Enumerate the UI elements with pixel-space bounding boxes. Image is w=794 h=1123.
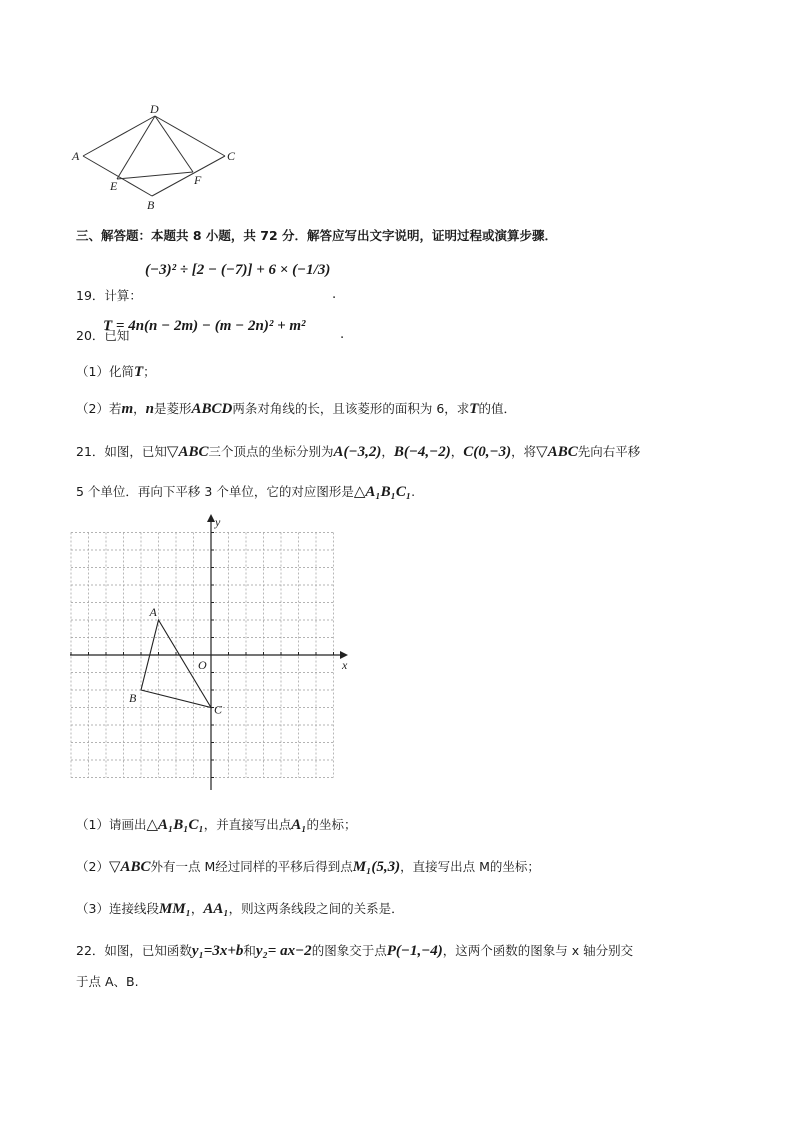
q21-part3-b: ，则这两条线段之间的关系是．: [228, 901, 404, 916]
q20-part2-d: 的值．: [478, 401, 516, 416]
q20-part2: [76, 399, 516, 418]
q21-part2: [76, 857, 540, 876]
q22-P: P(−1,−4): [386, 943, 443, 959]
q21-point-C: C(0,−3): [463, 444, 512, 460]
q22-line2: 于点 A、B.: [76, 974, 139, 989]
q21-part1-tri: △A₁B₁C₁: [146, 817, 204, 833]
q21-part2-M1: M₁(5,3): [352, 859, 401, 875]
q20-part2-m: m: [121, 401, 134, 417]
q21-line2-end: .: [411, 484, 416, 499]
q21-point-B: B(−4,−2): [393, 444, 451, 460]
q21-part3: [76, 899, 404, 918]
q22-and: 和: [243, 943, 256, 958]
q21-part2-tri: ▽ABC: [108, 859, 151, 875]
q22-line1: [76, 941, 633, 960]
q21-line2: [76, 482, 415, 501]
q21-part2-a: （2）: [76, 859, 109, 874]
q21-part1: [76, 815, 356, 834]
q21-sep1: ，: [381, 444, 394, 459]
label-B: B: [147, 198, 155, 212]
origin-label: O: [198, 658, 207, 672]
q21-part1-b: ，并直接写出点: [203, 817, 292, 832]
coordinate-grid: [68, 512, 353, 792]
q22-y2: y₂= ax−2: [255, 943, 312, 959]
y-axis-arrow: [207, 514, 215, 522]
label-A: A: [72, 149, 80, 163]
q21-tri-image: △A₁B₁C₁: [353, 484, 412, 500]
axis-label-x: x: [342, 658, 348, 672]
segment-DF: [155, 116, 193, 172]
q20-part2-comma: ，: [133, 401, 146, 416]
vertex-label-B: B: [129, 691, 137, 705]
q20-label: 20．已知: [76, 328, 130, 343]
rhombus-figure: [60, 100, 250, 215]
q21-line1: [76, 442, 640, 461]
q21-part1-a: （1）请画出: [76, 817, 147, 832]
q19-label: 19．计算：: [76, 288, 142, 303]
segment-BC: [152, 156, 225, 196]
q21-part3-sep: ，: [190, 901, 204, 916]
q22-y1: y₁=3x+b: [191, 943, 244, 959]
label-C: C: [227, 149, 236, 163]
q21-part2-c: ，直接写出点 M的坐标；: [400, 859, 540, 874]
q20-period: .: [340, 327, 345, 342]
q21-line1-c: ，将: [511, 444, 537, 459]
label-E: E: [110, 179, 118, 193]
q21-line2-a: 5 个单位．再向下平移 3 个单位，它的对应图形是: [76, 484, 354, 499]
q22-line1-c: ，这两个函数的图象与 x 轴分别交: [442, 943, 634, 958]
q19-expression: (−3)² ÷ [2 − (−7)] + 6 × (−1/3): [145, 262, 331, 278]
segment-AB: [83, 156, 152, 196]
q20-formula: T = 4n(n − 2m) − (m − 2n)² + m²: [103, 318, 306, 334]
q20-part2-a: （2）若: [76, 401, 122, 416]
axis-label-y: y: [215, 515, 221, 529]
q21-part3-a: （3）连接线段: [76, 901, 159, 916]
q20-part2-c: 两条对角线的长，且该菱形的面积为 6，求: [232, 401, 470, 416]
vertex-label-A: A: [149, 605, 157, 619]
vertex-label-C: C: [214, 702, 223, 717]
label-F: F: [194, 173, 202, 187]
q22-line1-a: 22．如图，已知函数: [76, 943, 192, 958]
q21-part1-c: 的坐标；: [306, 817, 357, 832]
q20-part1: [76, 362, 156, 381]
q20-part2-n: n: [145, 401, 154, 417]
q21-part1-pt: A₁: [291, 817, 307, 833]
q21-part3-MM1: MM₁: [158, 901, 191, 917]
segment-AD: [83, 116, 155, 156]
q20-part2-b: 是菱形: [153, 401, 192, 416]
q21-part2-b: 外有一点 M经过同样的平移后得到点: [150, 859, 353, 874]
q21-line1-d: 先向右平移: [577, 444, 641, 459]
q22-line1-b: 的图象交于点: [311, 943, 387, 958]
segment-DC: [155, 116, 225, 156]
q21-part3-AA1: AA₁: [203, 901, 229, 917]
q21-sep2: ，: [450, 444, 464, 459]
segment-DE: [117, 116, 155, 179]
q21-tri: ▽ABC: [166, 444, 209, 460]
segment-EF: [117, 172, 193, 179]
q21-point-A: A(−3,2): [333, 444, 382, 460]
q21-line1-a: 21．如图，已知: [76, 444, 167, 459]
q20-part2-abcd: ABCD: [191, 401, 233, 417]
q20-part1-end: ；: [143, 364, 156, 379]
label-D: D: [150, 102, 159, 116]
q20-part1-var: T: [133, 364, 144, 380]
q21-line1-b: 三个顶点的坐标分别为: [208, 444, 334, 459]
section-heading: 三、解答题：本题共 8 小题，共 72 分．解答应写出文字说明，证明过程或演算步骤．: [76, 228, 558, 243]
q20-part1-text: （1）化简: [76, 364, 134, 379]
q21-tri2: ▽ABC: [536, 444, 578, 460]
q19-period: .: [332, 287, 337, 302]
q20-part2-T: T: [469, 401, 479, 417]
